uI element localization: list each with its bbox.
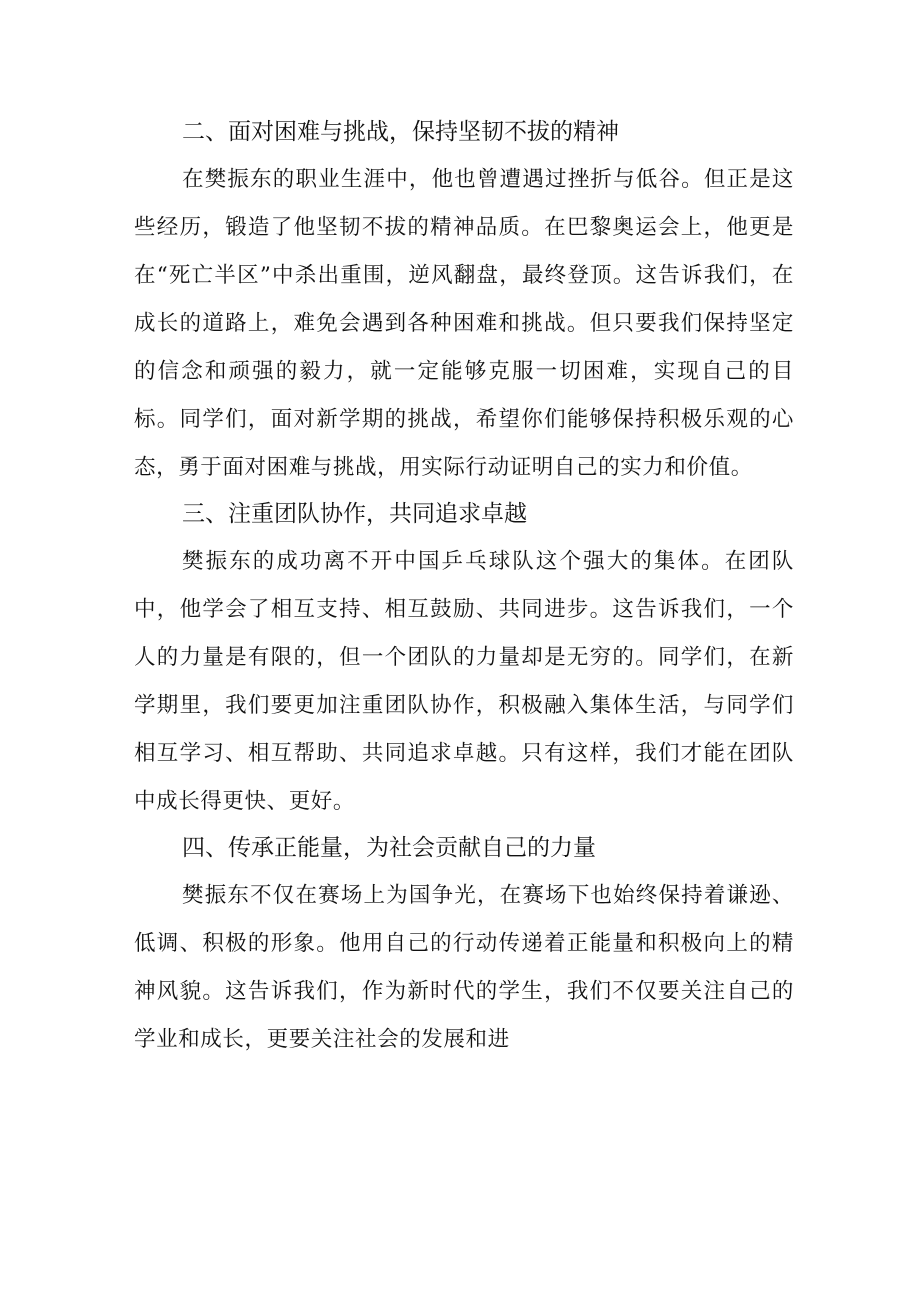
section-heading-4: 四、传承正能量，为社会贡献自己的力量 [182, 835, 596, 861]
section-paragraph-4: 樊振东不仅在赛场上为国争光，在赛场下也始终保持着谦逊、低调、积极的形象。他用自己的行动传递着正能量和积极向上的精神风貌。这告诉我们，作为新时代的学生，我们不仅要关注自己的学业和成长，更要关注社会的发展和进 [134, 883, 794, 1052]
document-body [134, 112, 794, 1064]
section-heading-2: 二、面对困难与挑战，保持坚韧不拔的精神 [182, 119, 619, 145]
section-heading-3: 三、注重团队协作，共同追求卓越 [182, 501, 527, 527]
section-paragraph-3: 樊振东的成功离不开中国乒乓球队这个强大的集体。在团队中，他学会了相互支持、相互鼓励、共同进步。这告诉我们，一个人的力量是有限的，但一个团队的力量却是无穷的。同学们，在新学期里，我们要更加注重团队协作，积极融入集体生活，与同学们相互学习、相互帮助、共同追求卓越。只有这样，我们才能在团队中成长得更快、更好。 [134, 549, 794, 814]
section-paragraph-2: 在樊振东的职业生涯中，他也曾遭遇过挫折与低谷。但正是这些经历，锻造了他坚韧不拔的精神品质。在巴黎奥运会上，他更是在“死亡半区”中杀出重围，逆风翻盘，最终登顶。这告诉我们，在成长的道路上，难免会遇到各种困难和挑战。但只要我们保持坚定的信念和顽强的毅力，就一定能够克服一切困难，实现自己的目标。同学们，面对新学期的挑战，希望你们能够保持积极乐观的心态，勇于面对困难与挑战，用实际行动证明自己的实力和价值。 [134, 167, 794, 480]
